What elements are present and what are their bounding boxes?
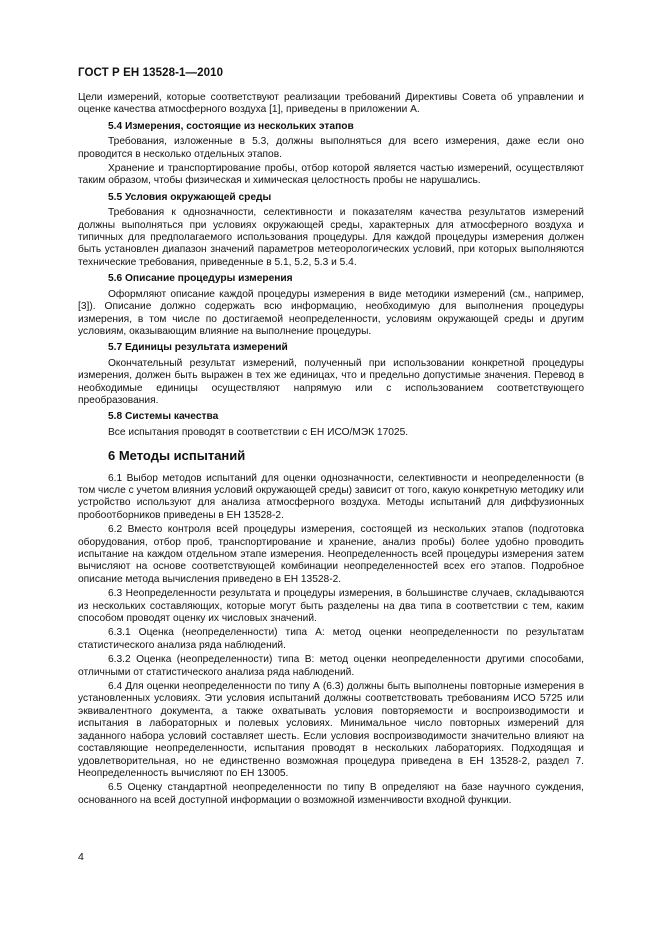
paragraph: Цели измерений, которые соответствуют реализации требований Директивы Совета об управлении и оценке качества атмосферного воздуха [1], приведены в приложении А. [78, 92, 584, 116]
paragraph: Оформляют описание каждой процедуры измерения в виде методики измерений (см., например, [3]). Описание должно содержать всю информацию, необходимую для выполнения процедуры измерения, в том числе по достигаемой неопределенности, условиям окружающей среды и другим условиям, оказывающим влияние на выполнение процедуры. [78, 288, 584, 337]
paragraph: Все испытания проводят в соответствии с ЕН ИСО/МЭК 17025. [108, 426, 409, 438]
section-heading: 6 Методы испытаний [108, 448, 246, 464]
paragraph: Требования к однозначности, селективности и показателям качества результатов измерений должны выполняться при условиях окружающей среды, характерных для атмосферного воздуха и типичных для предполагаемого использования процедуры. Для каждой процедуры измерения должен быть установлен диапазон значений параметров метеорологических условий, при которых выполняются технические требования, приведенные в 5.1, 5.2, 5.3 и 5.4. [78, 207, 584, 268]
subsection-heading: 5.8 Системы качества [108, 411, 219, 423]
subsection-heading: 5.7 Единицы результата измерений [108, 342, 288, 354]
paragraph: Окончательный результат измерений, полученный при использовании конкретной процедуры измерения, должен быть выражен в тех же единицах, что и предельно допустимые значения. Перевод в необходимые единицы осуществляют напрямую или с использованием соответствующего преобразования. [78, 357, 584, 406]
subsection-heading: 5.6 Описание процедуры измерения [108, 273, 293, 285]
paragraph: 6.2 Вместо контроля всей процедуры измерения, состоящей из нескольких этапов (подготовка оборудования, отбор проб, транспортирование и хранение, анализ пробы) более удобно проводить испытание на каждом отдельном этапе измерения. Неопределенность всей процедуры измерения затем вычисляют на основе соответствующей комбинации неопределенностей всех его этапов. Подробное описание метода вычисления приведено в ЕН 13528-2. [78, 524, 584, 585]
paragraph: 6.3.1 Оценка (неопределенности) типа А: метод оценки неопределенности по результатам статистического анализа ряда наблюдений. [78, 627, 584, 651]
paragraph: 6.1 Выбор методов испытаний для оценки однозначности, селективности и неопределенности (в том числе с учетом влияния условий окружающей среды) зависит от того, какую конкретную методику или устройство используют для анализа атмосферного воздуха. Методы испытаний для диффузионных пробоотборников приведены в ЕН 13528-2. [78, 472, 584, 521]
paragraph: 6.5 Оценку стандартной неопределенности по типу В определяют на базе научного суждения, основанного на всей доступной информации о возможной изменчивости входной функции. [78, 782, 584, 806]
subsection-heading: 5.4 Измерения, состоящие из нескольких этапов [108, 120, 354, 132]
subsection-heading: 5.5 Условия окружающей среды [108, 191, 272, 203]
document-header: ГОСТ Р ЕН 13528-1—2010 [78, 67, 224, 79]
paragraph: 6.3 Неопределенности результата и процедуры измерения, в большинстве случаев, складываются из нескольких составляющих, которые могут быть разделены на два типа в соответствии с тем, каким способом проводят оценку их числовых значений. [78, 588, 584, 625]
paragraph: 6.4 Для оценки неопределенности по типу А (6.3) должны быть выполнены повторные измерения в установленных условиях. Эти условия испытаний должны соответствовать требованиям ИСО 5725 или эквивалентного документа, а также охватывать условия повторяемости и воспроизводимости и испытания в лабораторных и полевых условиях. Минимальное число повторных измерений для заданного набора условий составляет шесть. Если условия воспроизводимости значительно влияют на составляющие неопределенности, испытания проводят в нескольких лабораториях. Подходящая и удовлетворительная, но не единственно возможная процедура приведена в ЕН 13528-2, раздел 7. Неопределенность вычисляют по ЕН 13005. [78, 681, 584, 779]
paragraph: 6.3.2 Оценка (неопределенности) типа В: метод оценки неопределенности другими способами, отличными от статистического анализа ряда наблюдений. [78, 654, 584, 678]
document-body [78, 92, 584, 809]
paragraph: Требования, изложенные в 5.3, должны выполняться для всего измерения, даже если оно проводится в несколько отдельных этапов. [78, 136, 584, 160]
paragraph: Хранение и транспортирование пробы, отбор которой является частью измерений, осуществляют таким образом, чтобы физическая и химическая целостность пробы не нарушались. [78, 163, 584, 187]
page-number: 4 [78, 851, 84, 863]
